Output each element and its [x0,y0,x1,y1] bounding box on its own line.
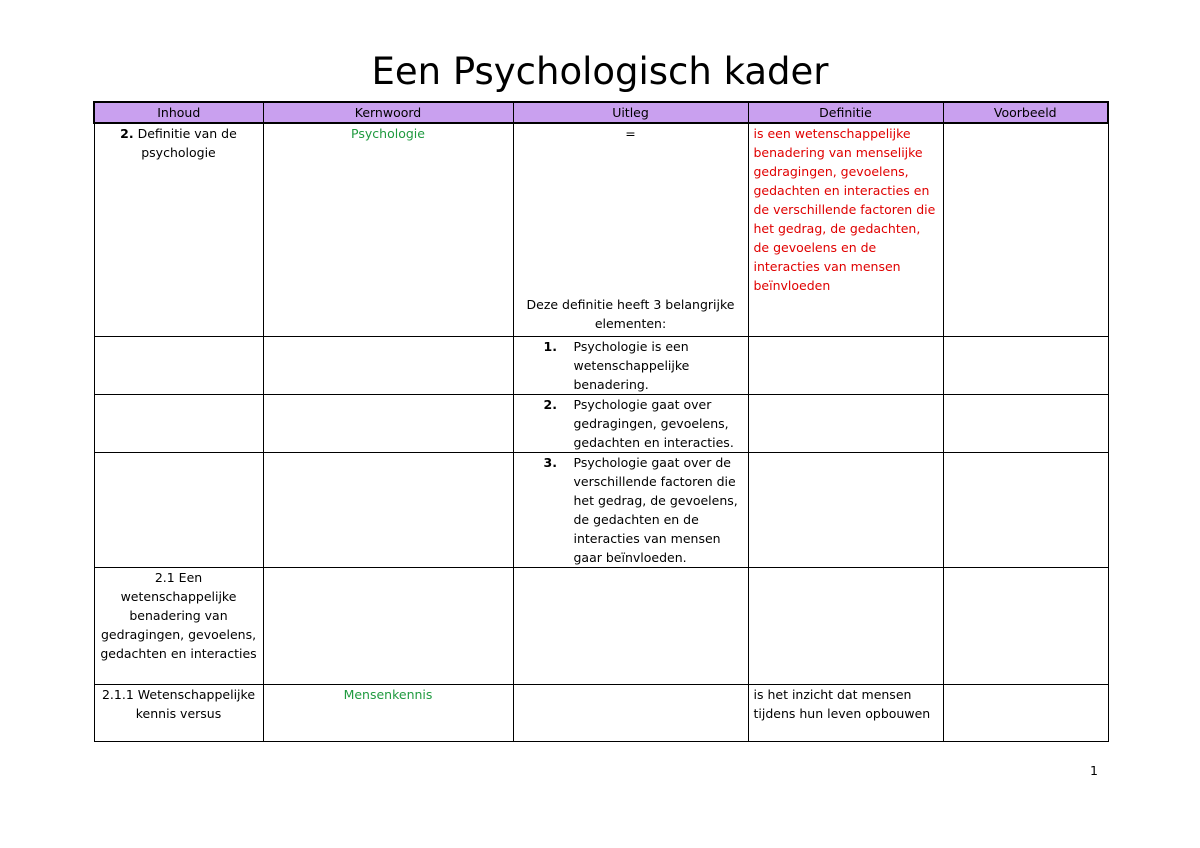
table-row [94,336,1108,394]
definitie-cell [748,567,943,684]
page-title: Een Psychologisch kader [371,50,829,93]
uitleg-intro: Deze definitie heeft 3 belangrijke elementen: [526,297,735,331]
header-voorbeeld: Voorbeeld [943,102,1108,123]
kernwoord-cell [263,567,513,684]
kernwoord-cell: Mensenkennis [263,684,513,741]
voorbeeld-cell [943,684,1108,741]
list-item: 3. Psychologie gaat over de verschillende factoren die het gedrag, de gevoelens, de gedachten en de interacties van mensen gaar beïnvloeden. [543,454,738,565]
voorbeeld-cell [943,123,1108,336]
voorbeeld-cell [943,394,1108,452]
inhoud-cell [94,123,263,336]
uitleg-cell [513,123,748,336]
section-title: Definitie van de psychologie [137,126,237,160]
kernwoord-cell [263,336,513,394]
definitie-cell: is een wetenschappelijke benadering van menselijke gedragingen, gevoelens, gedachten en interacties en de verschillende factoren die het gedrag, de gedachten, de gevoelens en de interacties van mensen beïnvloeden [748,123,943,336]
table-header-row [94,102,1108,123]
list-item: 1. Psychologie is een wetenschappelijke benadering. [543,338,690,392]
list-item: 2. Psychologie gaat over gedragingen, gevoelens, gedachten en interacties. [543,396,734,450]
kernwoord-cell [263,394,513,452]
table-row [94,123,1108,336]
definitie-cell [748,336,943,394]
table-row [94,452,1108,567]
definitie-cell: is het inzicht dat mensen tijdens hun leven opbouwen [748,684,943,741]
voorbeeld-cell [943,567,1108,684]
uitleg-equals: = [625,126,636,141]
header-uitleg: Uitleg [513,102,748,123]
voorbeeld-cell [943,336,1108,394]
definitie-cell [748,452,943,567]
inhoud-cell: 2.1 Een wetenschappelijke benadering van gedragingen, gevoelens, gedachten en interacties [94,567,263,684]
table-row [94,394,1108,452]
uitleg-cell [513,567,748,684]
section-number: 2. [120,126,134,141]
inhoud-cell: 2.1.1 Wetenschappelijke kennis versus [94,684,263,741]
inhoud-cell [94,452,263,567]
definitie-cell [748,394,943,452]
kernwoord-cell: Psychologie [263,123,513,336]
page-number: 1 [1090,763,1098,778]
uitleg-cell [513,684,748,741]
uitleg-cell [513,336,748,394]
inhoud-cell [94,394,263,452]
inhoud-cell [94,336,263,394]
header-definitie: Definitie [748,102,943,123]
table-row [94,684,1108,741]
uitleg-cell [513,452,748,567]
header-kernwoord: Kernwoord [263,102,513,123]
header-inhoud: Inhoud [94,102,263,123]
voorbeeld-cell [943,452,1108,567]
content-table [93,101,1109,742]
uitleg-cell [513,394,748,452]
kernwoord-cell [263,452,513,567]
table-row [94,567,1108,684]
